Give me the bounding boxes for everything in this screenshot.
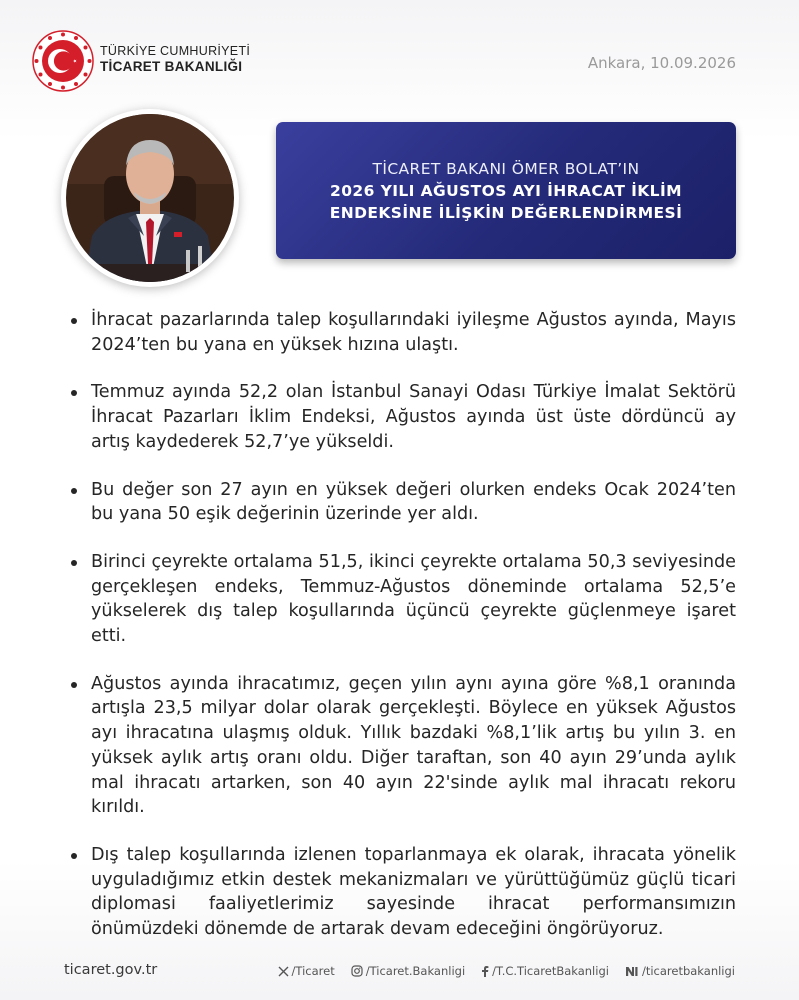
facebook-icon [481, 965, 489, 977]
bullet-dot [71, 318, 77, 324]
x-icon [278, 966, 289, 977]
bullet-text: Birinci çeyrekte ortalama 51,5, ikinci çeyrekte ortalama 50,3 seviyesinde gerçekleşen endeks, Temmuz-Ağustos döneminde ortalama 52,5’e yükselerek dış talep koşullarında üçüncü çeyrekte güçlenmeye işaret etti. [91, 551, 736, 647]
bullet-dot [71, 488, 77, 494]
nsosyal-link[interactable] [625, 964, 735, 978]
banner-subtitle: TİCARET BAKANI ÖMER BOLAT’IN [372, 159, 640, 178]
instagram-handle: /Ticaret.Bakanligi [365, 964, 466, 978]
bullet-text: İhracat pazarlarında talep koşullarındaki iyileşme Ağustos ayında, Mayıs 2024’ten bu yana en yüksek hızına ulaştı. [91, 310, 736, 355]
facebook-handle: /T.C.TicaretBakanligi [492, 964, 609, 978]
facebook-link[interactable] [481, 964, 609, 978]
instagram-icon [351, 965, 363, 977]
bullet-dot [71, 390, 77, 396]
statement-list [64, 308, 736, 965]
title-banner [276, 122, 736, 259]
nsosyal-handle: /ticaretbakanligi [641, 964, 735, 978]
banner-title-line2: ENDEKSİNE İLİŞKİN DEĞERLENDİRMESİ [329, 203, 683, 222]
bullet-dot [71, 682, 77, 688]
list-item [64, 380, 736, 454]
brand-ministry: TİCARET BAKANLIĞI [100, 59, 243, 74]
banner-title-line1: 2026 YILI AĞUSTOS AYI İHRACAT İKLİM [330, 181, 682, 200]
brand-country: TÜRKİYE CUMHURİYETİ [100, 44, 251, 58]
ministry-seal-logo [32, 30, 94, 92]
website-link[interactable]: ticaret.gov.tr [64, 962, 158, 978]
list-item [64, 550, 736, 649]
list-item [64, 478, 736, 527]
instagram-link[interactable] [351, 964, 465, 978]
social-links [278, 964, 735, 978]
release-date: Ankara, 10.09.2026 [587, 54, 736, 72]
nsosyal-icon [625, 966, 639, 977]
bullet-text: Dış talep koşullarında izlenen toparlanmaya ek olarak, ihracata yönelik uyguladığımız etkin destek mekanizmaları ve yürüttüğümüz güçlü ticari diplomasi faaliyetlerimiz sayesinde ihracat performansımızın önümüzdeki dönemde de artarak devam edeceğini öngörüyoruz. [91, 844, 736, 940]
ministry-brand [100, 44, 250, 75]
list-item [64, 672, 736, 820]
minister-photo [66, 114, 234, 282]
list-item [64, 308, 736, 357]
bullet-text: Ağustos ayında ihracatımız, geçen yılın aynı ayına göre %8,1 oranında artışla 23,5 milyar dolar olarak gerçekleşti. Böylece en yüksek Ağustos ayı ihracatına ulaşmış olduk. Yıllık bazdaki %8,1’lik artış bu yılın 3. en yüksek aylık artış oranı oldu. Diğer taraftan, son 40 ayın 29’unda aylık mal ihracatı artarken, son 40 ayın 22'sinde aylık mal ihracatı rekoru kırıldı. [91, 673, 736, 818]
x-handle: /Ticaret [291, 964, 335, 978]
x-link[interactable] [278, 964, 335, 978]
bullet-text: Temmuz ayında 52,2 olan İstanbul Sanayi Odası Türkiye İmalat Sektörü İhracat Pazarları İklim Endeksi, Ağustos ayında üst üste dördüncü ay artış kaydederek 52,7’ye yükseldi. [91, 382, 736, 452]
bullet-dot [71, 560, 77, 566]
bullet-dot [71, 853, 77, 859]
bullet-text: Bu değer son 27 ayın en yüksek değeri olurken endeks Ocak 2024’ten bu yana 50 eşik değerinin üzerinde yer aldı. [91, 479, 736, 525]
list-item [64, 843, 736, 942]
